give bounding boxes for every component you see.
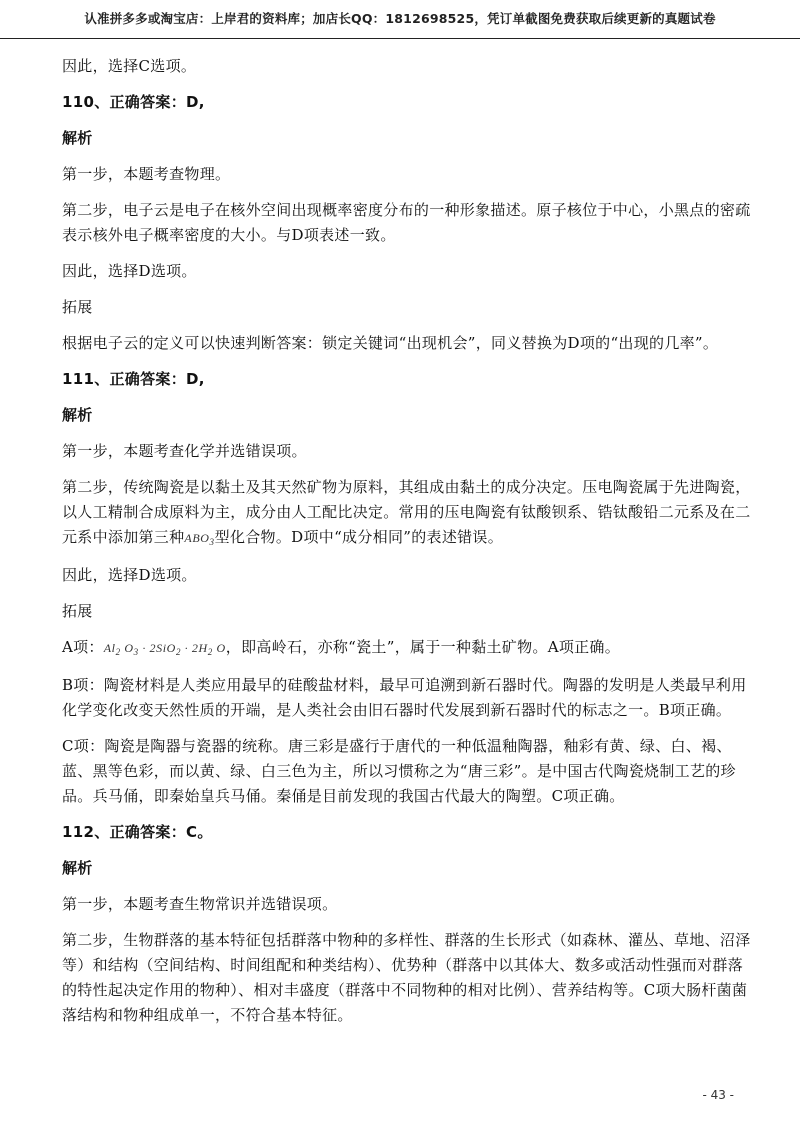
formula-part: 2H [191,641,208,655]
paragraph [62,475,752,552]
formula-dot: · [142,641,146,655]
answer-heading: 110、正确答案：D, [62,93,205,111]
text-segment: A项： [62,638,104,656]
text-segment: 型化合物。D项中“成分相同”的表述错误。 [214,528,504,546]
formula-part: ABO [184,531,210,545]
section-label: 解析 [62,129,93,147]
section-label: 拓展 [62,298,93,316]
formula-subscript: 2 [175,647,182,657]
formula-subscript: 3 [209,537,215,547]
paragraph: 根据电子云的定义可以快速判断答案：锁定关键词“出现机会”，同义替换为D项的“出现的几率”。 [62,334,719,352]
paragraph: 因此，选择D选项。 [62,566,197,584]
formula-part: Al [103,641,116,655]
paragraph: C项：陶瓷是陶器与瓷器的统称。唐三彩是盛行于唐代的一种低温釉陶器，釉彩有黄、绿、白、褐、蓝、黑等色彩，而以黄、绿、白三色为主，所以习惯称之为“唐三彩”。是中国古代陶瓷烧制工艺的珍品。兵马俑，即秦始皇兵马俑。秦俑是目前发现的我国古代最大的陶塑。C项正确。 [62,737,736,805]
paragraph: B项：陶瓷材料是人类应用最早的硅酸盐材料，最早可追溯到新石器时代。陶器的发明是人类最早利用化学变化改变天然性质的开端，是人类社会由旧石器时代发展到新石器时代的标志之一。B项正确。 [62,676,747,719]
answer-heading: 112、正确答案：C。 [62,823,213,841]
header-banner: 认准拼多多或淘宝店：上岸君的资料库；加店长QQ：1812698525，凭订单截图免费获取后续更新的真题试卷 [0,0,800,39]
paragraph: 第一步，本题考查生物常识并选错误项。 [62,895,338,913]
paragraph: 因此，选择C选项。 [62,57,197,75]
paragraph: 因此，选择D选项。 [62,262,197,280]
paragraph: 第二步，生物群落的基本特征包括群落中物种的多样性、群落的生长形式（如森林、灌丛、草地、沼泽等）和结构（空间结构、时间组配和种类结构）、优势种（群落中以其体大、数多或活动性强而对群落的特性起决定作用的物种）、相对丰盛度（群落中不同物种的相对比例）、营养结构等。C项大肠杆菌菌落结构和物种组成单一，不符合基本特征。 [62,931,751,1024]
section-label: 拓展 [62,602,93,620]
paragraph: 第一步，本题考查物理。 [62,165,231,183]
text-segment: 第二步，传统陶瓷是以黏土及其天然矿物为原料，其组成由黏土的成分决定。压电陶瓷属于先进陶瓷，以人工精制合成原料为主，成分由人工配比决定。常用的压电陶瓷有钛酸钡系、锆钛酸铅二元系及在二元系中添加第三种 [62,478,751,546]
paragraph [62,635,752,662]
formula-part: 2SiO [149,641,176,655]
formula-kaolinite [104,641,226,655]
formula-part: O [124,641,134,655]
paragraph: 第一步，本题考查化学并选错误项。 [62,442,307,460]
formula-part: O [216,641,226,655]
section-label: 解析 [62,406,93,424]
page-number: - 43 - [702,1088,734,1102]
document-body [62,54,752,1039]
section-label: 解析 [62,859,93,877]
formula-dot: · [184,641,189,655]
formula-subscript: 2 [207,647,213,657]
formula-subscript: 2 [115,647,121,657]
formula-subscript: 3 [133,647,139,657]
formula-abo3 [184,531,214,545]
answer-heading: 111、正确答案：D, [62,370,205,388]
text-segment: ，即高岭石，亦称“瓷土”，属于一种黏土矿物。A项正确。 [225,638,621,656]
paragraph: 第二步，电子云是电子在核外空间出现概率密度分布的一种形象描述。原子核位于中心，小黑点的密疏表示核外电子概率密度的大小。与D项表述一致。 [62,201,751,244]
